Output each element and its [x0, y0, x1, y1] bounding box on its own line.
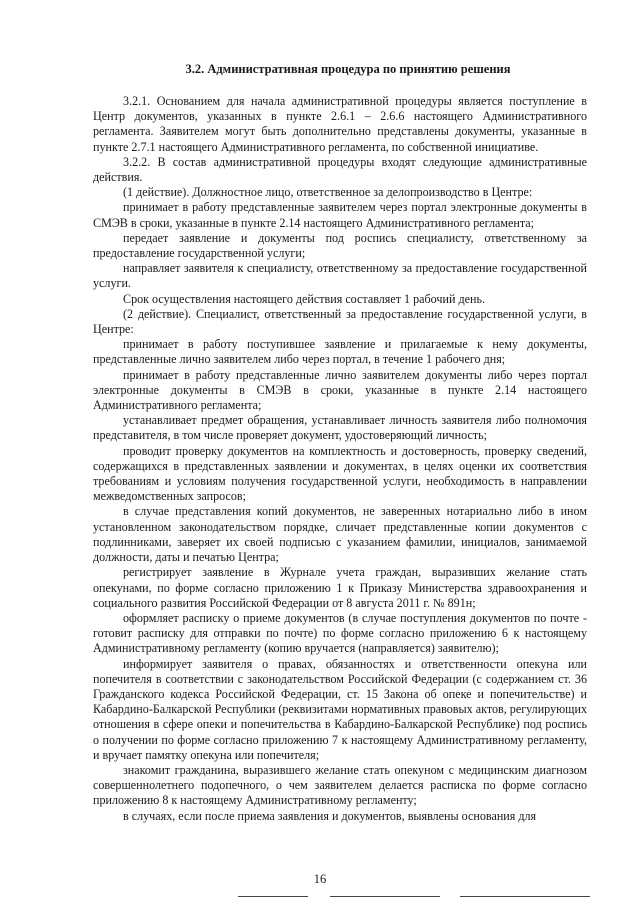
- paragraph: в случаях, если после приема заявления и документов, выявлены основания для: [123, 808, 537, 823]
- scan-artifact-line: [330, 896, 440, 897]
- paragraph: принимает в работу поступившее заявление и прилагаемые к нему документы, представленные лично заявителем либо через портал, в течение 1 рабочего дня;: [93, 337, 587, 367]
- paragraph: знакомит гражданина, выразившего желание стать опекуном с медицинским диагнозом совершеннолетнего подопечного, о чем заявителем делается расписка по форме согласно приложению 8 к настоящему Административному регламенту;: [93, 762, 587, 808]
- section-heading: 3.2. Административная процедура по принятию решения: [185, 62, 511, 76]
- paragraph: принимает в работу представленные лично заявителем документы либо через портал электронные документы в СМЭВ в сроки, указанные в пункте 2.14 настоящего Административного регламента;: [93, 367, 587, 413]
- paragraph: в случае представления копий документов, не заверенных нотариально либо в ином установленном законодательством порядке, сличает представленные копии документов с подлинниками, заверяет их своей подписью с указанием фамилии, инициалов, занимаемой должности, даты и печатью Центра;: [93, 504, 587, 565]
- page-number: 16: [313, 872, 327, 886]
- paragraph: устанавливает предмет обращения, устанавливает личность заявителя либо полномочия представителя, в том числе проверяет документ, удостоверяющий личность;: [93, 413, 587, 443]
- paragraph: информирует заявителя о правах, обязанностях и ответственности опекуна или попечителя в соответствии с законодательством Российской Федерации (с содержанием ст. 36 Гражданского кодекса Российской Федерации, ст. 15 Закона об опеке и попечительстве) и Кабардино-Балкарской Республики (реквизитами нормативных правовых актов, регулирующих отношения в сфере опеки и попечительства в Кабардино-Балкарской Республике) под роспись о получении по форме согласно приложению 7 к настоящему Административному регламенту, и вручает памятку опекуна или попечителя;: [93, 656, 587, 762]
- paragraph: (2 действие). Специалист, ответственный за предоставление государственной услуги, в Центре:: [93, 306, 587, 337]
- paragraph: направляет заявителя к специалисту, ответственному за предоставление государственной услуги.: [93, 261, 587, 291]
- document-body: [93, 94, 587, 824]
- paragraph: оформляет расписку о приеме документов (в случае поступления документов по почте - готовит расписку для отправки по почте) по форме согласно приложению 6 к настоящему Административному регламенту (копию вручается (направляется) заявителю);: [93, 610, 587, 656]
- paragraph: передает заявление и документы под роспись специалисту, ответственному за предоставление государственной услуги;: [93, 230, 587, 261]
- paragraph: 3.2.1. Основанием для начала административной процедуры является поступление в Центр документов, указанных в пункте 2.6.1 – 2.6.6 настоящего Административного регламента. Заявителем могут быть дополнительно представлены документы, указанные в пункте 2.7.1 настоящего Административного регламента, по собственной инициативе.: [93, 94, 587, 154]
- paragraph: (1 действие). Должностное лицо, ответственное за делопроизводство в Центре:: [123, 185, 533, 200]
- scan-artifact-line: [460, 896, 590, 897]
- paragraph: Срок осуществления настоящего действия составляет 1 рабочий день.: [123, 291, 485, 306]
- paragraph: регистрирует заявление в Журнале учета граждан, выразивших желание стать опекунами, по форме согласно приложению 1 к Приказу Министерства здравоохранения и социального развития Российской Федерации от 8 августа 2011 г. № 891н;: [93, 565, 587, 610]
- scan-artifact-line: [238, 896, 308, 897]
- paragraph: принимает в работу представленные заявителем через портал электронные документы в СМЭВ в сроки, указанные в пункте 2.14 настоящего Административного регламента;: [93, 200, 587, 230]
- paragraph: 3.2.2. В состав административной процедуры входят следующие административные действия.: [93, 154, 587, 185]
- paragraph: проводит проверку документов на комплектность и достоверность, проверку сведений, содержащихся в представленных заявлении и документах, в целях оценки их соответствия требованиям и условиям получения государственной услуги, необходимость в направлении межведомственных запросов;: [93, 443, 587, 504]
